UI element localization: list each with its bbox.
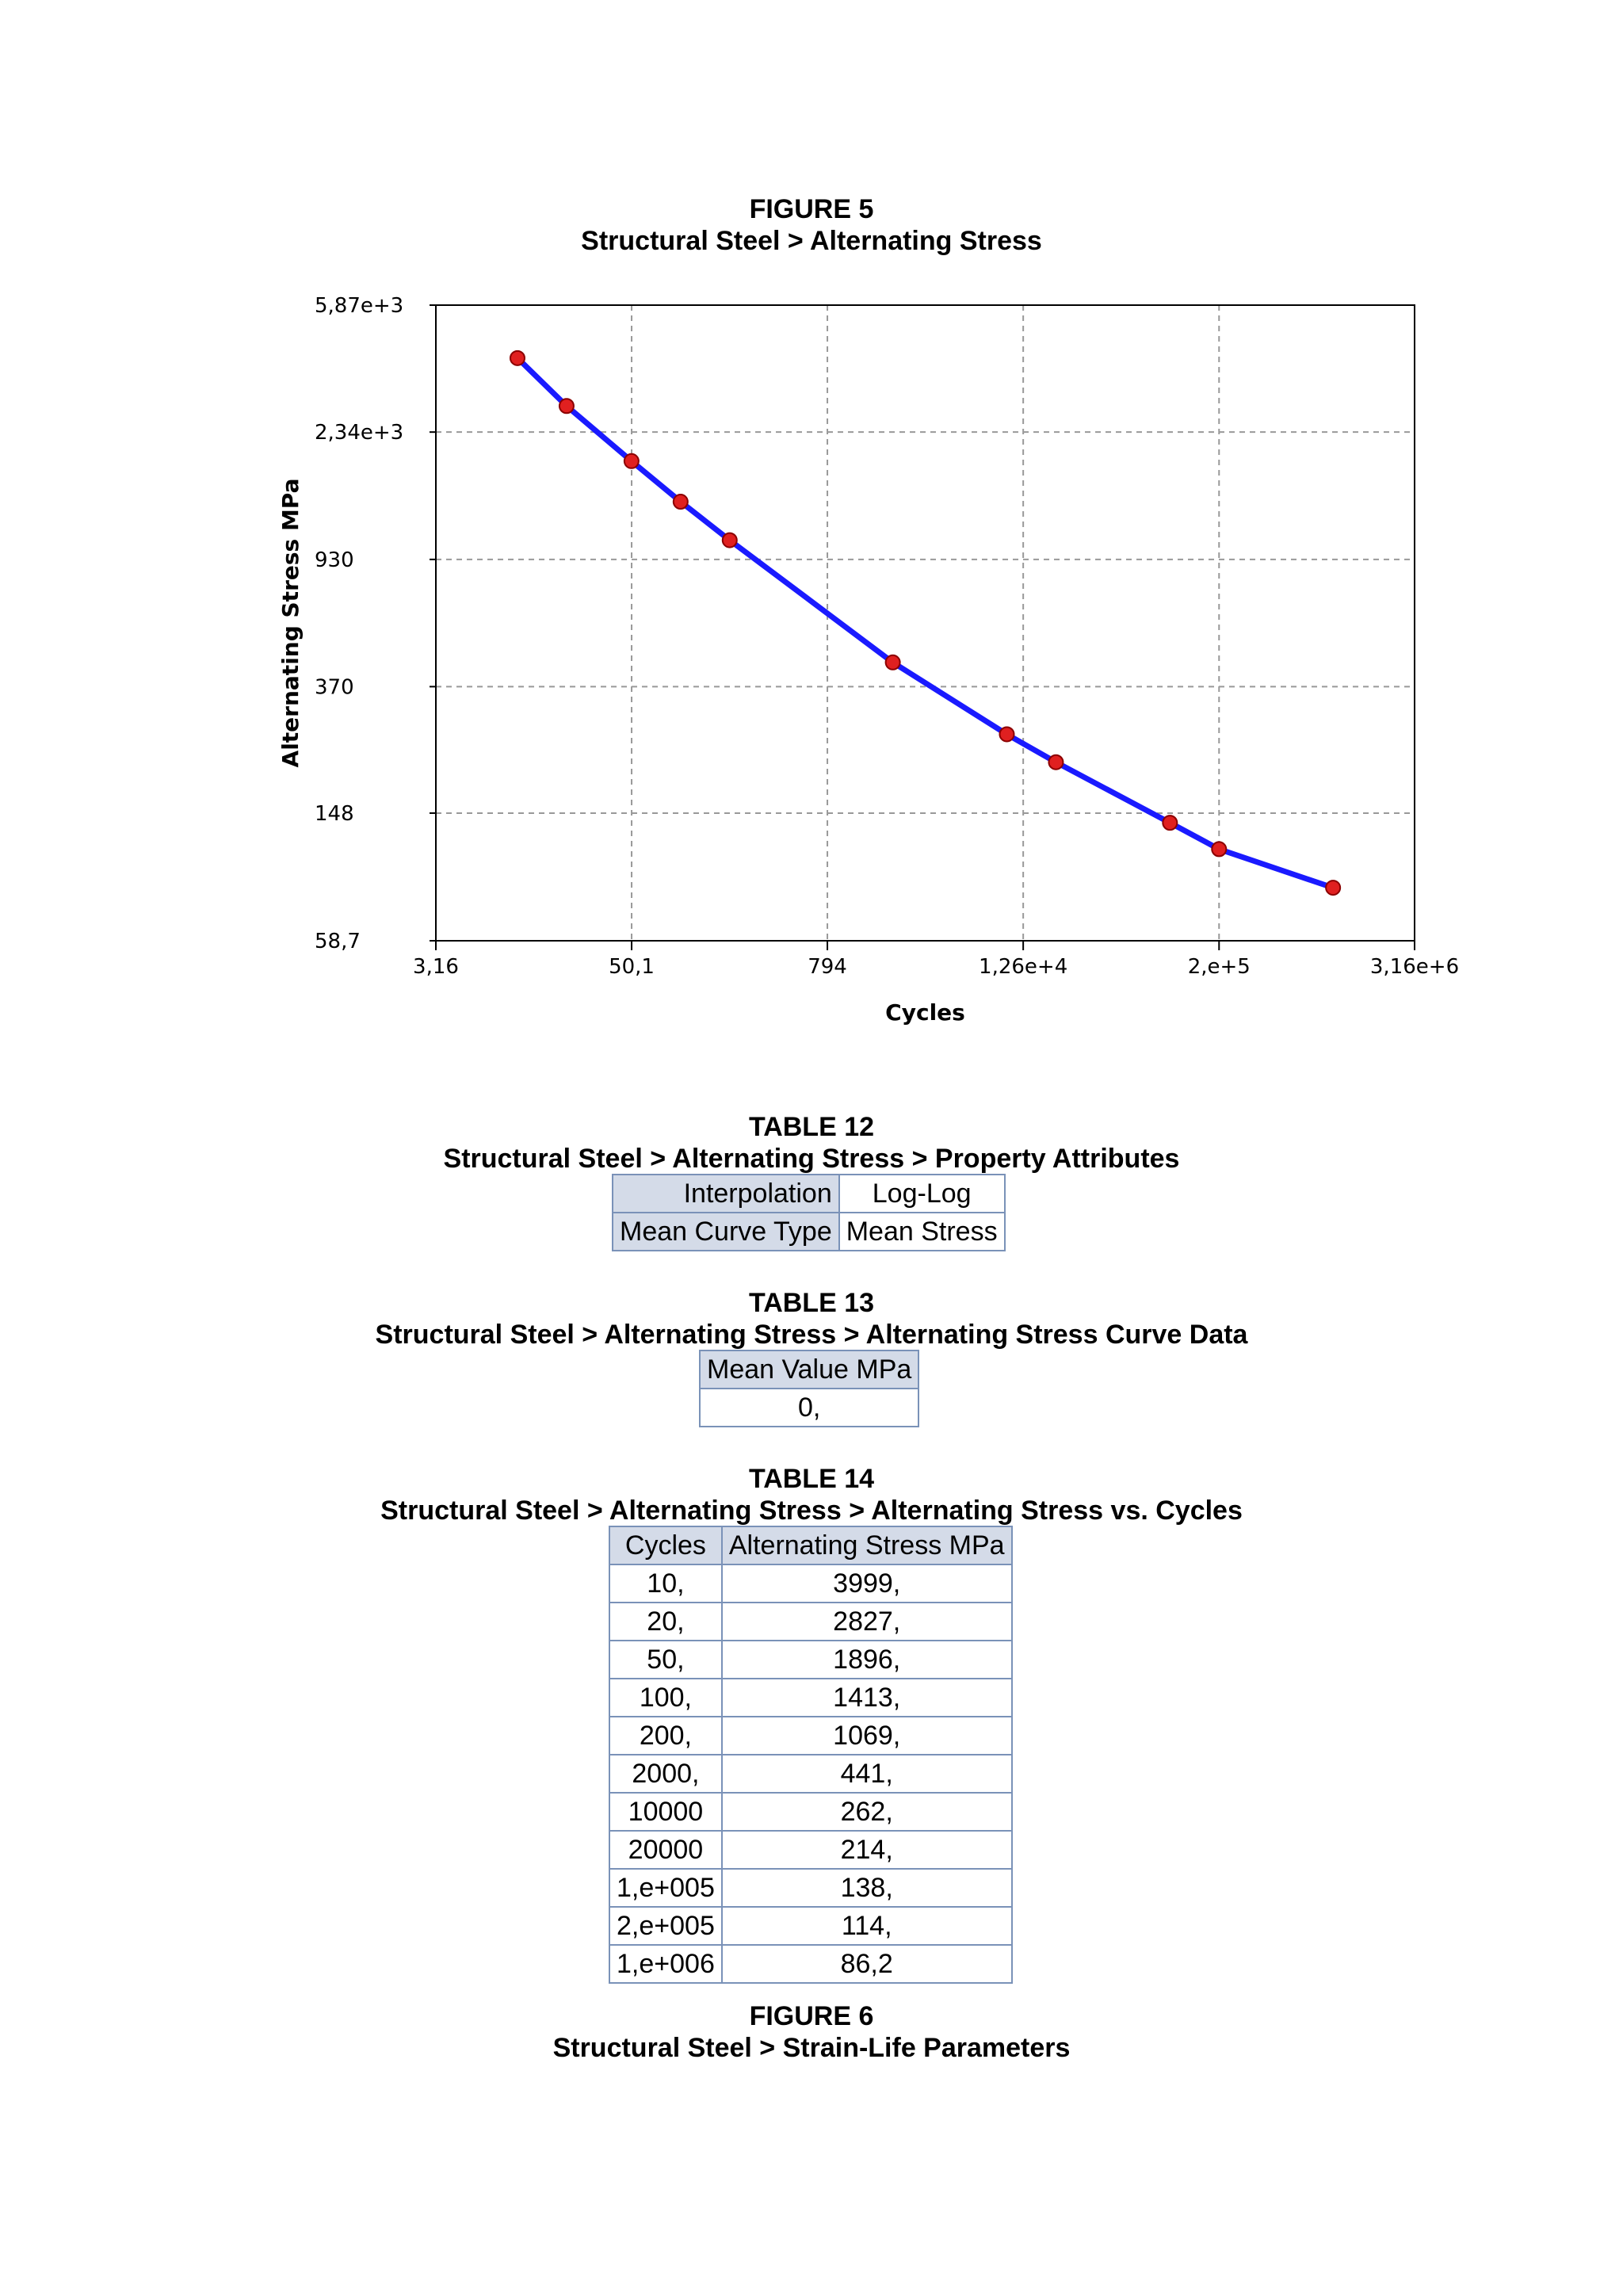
figure5-caption: [0, 193, 1623, 257]
table14-title: Structural Steel > Alternating Stress > Alternating Stress vs. Cycles: [380, 1496, 1243, 1526]
table-header-cell: Alternating Stress MPa: [722, 1526, 1012, 1564]
table-header-row: [609, 1526, 1012, 1564]
table-cell: 1069,: [722, 1717, 1012, 1755]
y-tick-label: 58,7: [315, 930, 361, 953]
data-point: [886, 655, 900, 670]
alternating-stress-chart: [269, 285, 1460, 1046]
table-cell: 100,: [609, 1679, 722, 1717]
table-cell: 1896,: [722, 1641, 1012, 1679]
table-header-cell: Mean Value MPa: [700, 1350, 918, 1389]
table-cell: 214,: [722, 1831, 1012, 1869]
table-cell: Log-Log: [839, 1175, 1005, 1213]
figure6-title: Structural Steel > Strain-Life Parameters: [552, 2033, 1071, 2063]
data-point: [1212, 842, 1226, 856]
x-tick-label: 1,26e+4: [979, 955, 1068, 979]
y-tick-label: 2,34e+3: [315, 421, 404, 445]
table14-label: TABLE 14: [748, 1464, 875, 1494]
chart-grid: [436, 305, 1415, 941]
table-row: [609, 1831, 1012, 1869]
table-row: [700, 1389, 918, 1427]
figure6-label: FIGURE 6: [749, 2001, 874, 2031]
table-cell: 86,2: [722, 1945, 1012, 1983]
y-tick-label: 930: [315, 548, 354, 572]
data-point: [674, 495, 688, 509]
table-row: [609, 1603, 1012, 1641]
table-cell: 441,: [722, 1755, 1012, 1793]
table12-caption: [0, 1111, 1623, 1175]
table-cell: 2,e+005: [609, 1907, 722, 1945]
table-row: [613, 1213, 1005, 1251]
table-row: [700, 1350, 918, 1389]
table-cell: 20,: [609, 1603, 722, 1641]
table-cell: 50,: [609, 1641, 722, 1679]
x-tick-label: 2,e+5: [1187, 955, 1251, 979]
table-cell: 1,e+005: [609, 1869, 722, 1907]
x-axis-label: Cycles: [885, 999, 965, 1026]
x-tick-label: 3,16: [413, 955, 459, 979]
x-tick-label: 794: [808, 955, 847, 979]
data-point: [1163, 816, 1177, 830]
table13-title: Structural Steel > Alternating Stress > Alternating Stress Curve Data: [375, 1320, 1248, 1350]
table12-label: TABLE 12: [748, 1112, 875, 1142]
table-cell: 138,: [722, 1869, 1012, 1907]
table-cell: 262,: [722, 1793, 1012, 1831]
data-point: [624, 454, 639, 468]
plot-frame: [436, 305, 1415, 941]
y-tick-label: 5,87e+3: [315, 294, 404, 318]
data-point: [999, 727, 1014, 741]
x-tick-label: 50,1: [609, 955, 655, 979]
figure5-title: Structural Steel > Alternating Stress: [581, 226, 1042, 256]
table13: [699, 1350, 919, 1427]
table-cell: 10000: [609, 1793, 722, 1831]
table13-label: TABLE 13: [748, 1288, 875, 1318]
x-tick-label: 3,16e+6: [1369, 955, 1460, 979]
table-header-cell: Cycles: [609, 1526, 722, 1564]
data-point: [1048, 755, 1063, 770]
table-cell: Mean Curve Type: [613, 1213, 839, 1251]
table-row: [609, 1641, 1012, 1679]
table-row: [609, 1907, 1012, 1945]
table-cell: 20000: [609, 1831, 722, 1869]
data-point: [510, 351, 525, 365]
table12: [612, 1174, 1006, 1251]
table14: [609, 1526, 1013, 1984]
table-cell: 200,: [609, 1717, 722, 1755]
table-row: [609, 1869, 1012, 1907]
x-axis-ticks: [413, 941, 1459, 979]
table-cell: 3999,: [722, 1564, 1012, 1603]
table-row: [609, 1793, 1012, 1831]
y-axis-label: Alternating Stress MPa: [277, 478, 304, 768]
table-row: [613, 1175, 1005, 1213]
table-cell: 0,: [700, 1389, 918, 1427]
table14-caption: [0, 1463, 1623, 1526]
table13-caption: [0, 1287, 1623, 1350]
table-cell: 1413,: [722, 1679, 1012, 1717]
y-tick-label: 370: [315, 675, 354, 700]
series-line: [517, 358, 1333, 888]
table-cell: 2827,: [722, 1603, 1012, 1641]
table-cell: 10,: [609, 1564, 722, 1603]
y-tick-label: 148: [315, 801, 354, 826]
table-row: [609, 1717, 1012, 1755]
table-row: [609, 1679, 1012, 1717]
data-point: [723, 533, 737, 548]
table-cell: 1,e+006: [609, 1945, 722, 1983]
table-cell: 2000,: [609, 1755, 722, 1793]
table-cell: Mean Stress: [839, 1213, 1005, 1251]
table-row: [609, 1945, 1012, 1983]
y-axis-ticks: [315, 294, 436, 953]
figure5-label: FIGURE 5: [749, 194, 874, 224]
data-point: [1326, 881, 1340, 895]
figure6-caption: [0, 2000, 1623, 2064]
table-cell: Interpolation: [613, 1175, 839, 1213]
table12-title: Structural Steel > Alternating Stress > Property Attributes: [443, 1144, 1180, 1174]
data-point: [559, 399, 574, 413]
table-row: [609, 1755, 1012, 1793]
table-row: [609, 1564, 1012, 1603]
table-cell: 114,: [722, 1907, 1012, 1945]
